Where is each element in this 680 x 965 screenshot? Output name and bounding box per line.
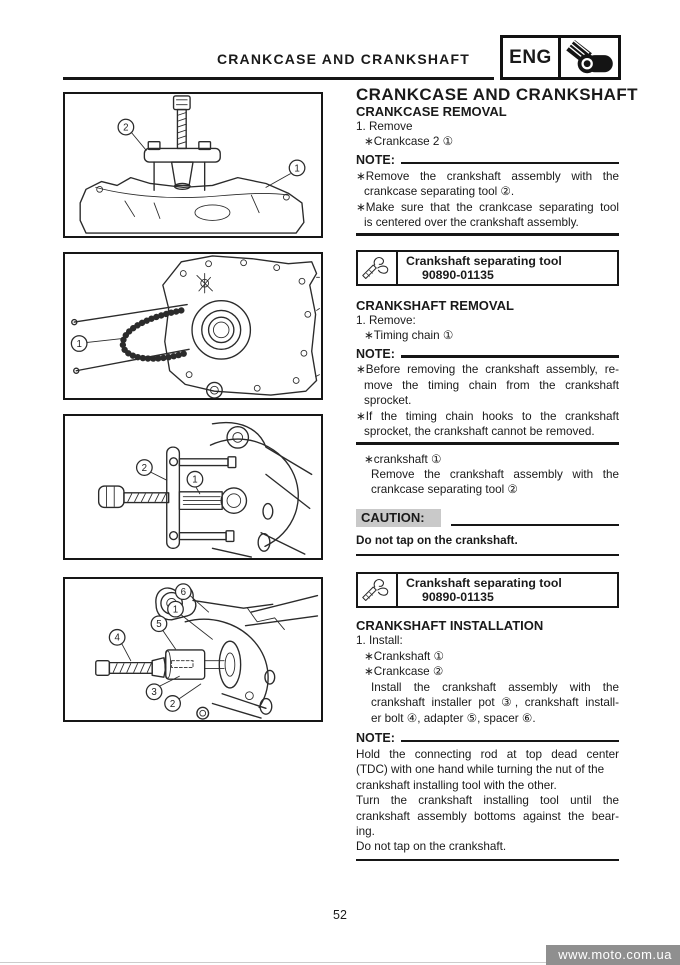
svg-text:1: 1 — [172, 604, 179, 616]
body-line: crankcase separating tool ② — [371, 483, 518, 497]
tool-spec-box — [356, 572, 619, 608]
figure-crankshaft-installer — [63, 577, 323, 722]
note-line: move the timing chain from the crankshaft — [364, 378, 619, 392]
svg-text:2: 2 — [123, 122, 129, 134]
tool-name: Crankshaft separating tool — [406, 576, 562, 591]
callout-1 — [266, 160, 305, 187]
svg-text:4: 4 — [114, 632, 120, 644]
body-line: crankshaft installer pot ③, crankshaft install- — [371, 696, 619, 710]
note-line: Turn the crankshaft installing tool until the — [356, 794, 619, 808]
note-line: ∗If the timing chain hooks to the crankshaft — [356, 409, 619, 423]
note-line: sprocket. — [364, 394, 412, 408]
note-rule — [401, 740, 619, 742]
note-line: crankshaft installing tool with the other. — [356, 778, 557, 792]
running-title: CRANKCASE AND CRANKSHAFT — [216, 51, 470, 67]
caution-label: CAUTION: — [356, 509, 441, 527]
scan-artifact-line — [0, 962, 566, 963]
caution-end-rule — [356, 554, 619, 556]
figure-timing-chain-removal — [63, 252, 323, 400]
note-line: ∗Before removing the crankshaft assembly, re- — [356, 363, 619, 377]
special-tool-icon — [358, 252, 398, 284]
crankshaft-installation-heading: CRANKSHAFT INSTALLATION — [356, 618, 544, 634]
svg-text:2: 2 — [169, 698, 176, 710]
step-line: 1. Install: — [356, 634, 403, 648]
special-tool-icon — [358, 574, 398, 606]
note-line: (TDC) with one hand while turning the nut of the — [356, 763, 605, 777]
callout-1 — [71, 336, 121, 352]
note-header — [356, 346, 619, 362]
note-line: ing. — [356, 824, 375, 838]
body-line: Remove the crankshaft assembly with the — [371, 468, 619, 482]
note-header — [356, 731, 619, 747]
svg-text:6: 6 — [180, 587, 186, 599]
engine-cylinder-icon — [561, 38, 618, 77]
tool-spec-text — [398, 574, 617, 606]
callout-2 — [165, 684, 201, 711]
bullet-item: ∗Crankshaft ① — [364, 649, 445, 663]
caution-rule — [451, 524, 619, 526]
note-line: Hold the connecting rod at top dead center — [356, 747, 619, 761]
body-line: er bolt ④, adapter ⑤, spacer ⑥. — [371, 711, 536, 725]
figure-crankcase-separating-tool-mounted — [63, 92, 323, 238]
tool-part-number: 90890-01135 — [422, 590, 494, 605]
note-end-rule — [356, 859, 619, 861]
svg-text:1: 1 — [76, 338, 82, 350]
page-title: CRANKCASE AND CRANKSHAFT — [356, 85, 638, 104]
note-end-rule — [356, 233, 619, 235]
note-line: ∗Remove the crankshaft assembly with the — [356, 169, 619, 183]
text-column — [356, 85, 638, 861]
note-line: sprocket, the crankshaft cannot be removed. — [364, 425, 595, 439]
note-line: Do not tap on the crankshaft. — [356, 840, 507, 854]
note-header — [356, 153, 619, 169]
tool-spec-box — [356, 250, 619, 286]
bullet-item: ∗Crankcase ② — [364, 665, 444, 679]
note-label: NOTE: — [356, 153, 395, 168]
bullet-item: ∗Timing chain ① — [364, 329, 454, 343]
note-label: NOTE: — [356, 346, 395, 361]
caution-text: Do not tap on the crankshaft. — [356, 533, 518, 547]
badge-lang-label: ENG — [503, 38, 561, 77]
tool-part-number: 90890-01135 — [422, 267, 494, 282]
bullet-item: ∗crankshaft ① — [364, 452, 442, 466]
callout-1 — [187, 471, 203, 493]
note-end-rule — [356, 442, 619, 444]
svg-text:1: 1 — [192, 474, 198, 486]
crankshaft-removal-heading: CRANKSHAFT REMOVAL — [356, 297, 514, 313]
crankcase-removal-heading: CRANKCASE REMOVAL — [356, 104, 507, 119]
note-line: ∗Make sure that the crankcase separating tool — [356, 200, 619, 214]
watermark: www.moto.com.ua — [546, 945, 680, 965]
callout-2 — [118, 119, 146, 150]
callout-5 — [151, 616, 175, 649]
svg-text:3: 3 — [151, 687, 157, 699]
tool-spec-text — [398, 252, 617, 284]
section-badge — [500, 35, 621, 80]
note-label: NOTE: — [356, 731, 395, 746]
svg-text:2: 2 — [141, 462, 148, 474]
bullet-item: ∗Crankcase 2 ① — [364, 135, 454, 149]
note-line: is centered over the crankshaft assembly. — [364, 216, 579, 230]
callout-2 — [137, 460, 167, 480]
svg-text:5: 5 — [156, 619, 162, 631]
crankshaft-sub-block — [356, 452, 619, 498]
step-line: 1. Remove — [356, 120, 413, 133]
note-line: crankshaft assembly bottoms against the bear- — [356, 809, 619, 823]
body-line: Install the crankshaft assembly with the — [371, 680, 619, 694]
note-rule — [401, 162, 619, 164]
tool-name: Crankshaft separating tool — [406, 253, 562, 268]
figure-crankshaft-separating-tool-side — [63, 414, 323, 560]
header-rule — [63, 77, 494, 80]
note-rule — [401, 355, 619, 357]
note-line: crankcase separating tool ②. — [364, 185, 515, 199]
callout-4 — [109, 630, 130, 661]
caution-header — [356, 509, 619, 527]
svg-text:1: 1 — [294, 163, 300, 175]
step-line: 1. Remove: — [356, 313, 416, 327]
page-number: 52 — [333, 908, 347, 922]
